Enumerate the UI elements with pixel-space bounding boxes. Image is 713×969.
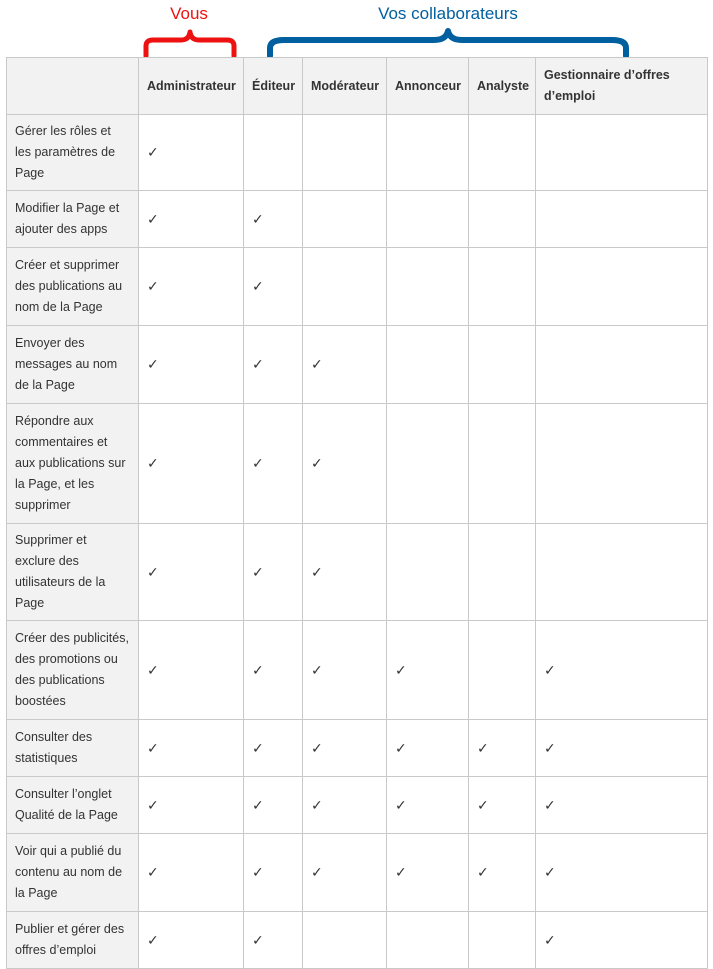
table-row [7,404,708,524]
check-icon: ✓ [139,404,244,524]
row-label: Modifier la Page et ajouter des apps [7,191,139,248]
empty-cell [536,115,708,191]
column-header-analyst: Analyste [469,58,536,115]
empty-cell [303,248,387,326]
empty-cell [469,912,536,969]
table-row [7,777,708,834]
check-icon: ✓ [244,326,303,404]
check-icon: ✓ [303,720,387,777]
check-icon: ✓ [244,248,303,326]
check-icon: ✓ [244,834,303,912]
column-header-editor: Éditeur [244,58,303,115]
check-icon: ✓ [244,191,303,248]
permissions-table [6,57,708,969]
check-icon: ✓ [303,777,387,834]
column-header-administrator: Administrateur [139,58,244,115]
check-icon: ✓ [536,834,708,912]
check-icon: ✓ [139,115,244,191]
empty-cell [469,404,536,524]
row-label: Créer et supprimer des publications au nom de la Page [7,248,139,326]
empty-cell [244,115,303,191]
check-icon: ✓ [139,834,244,912]
table-row [7,912,708,969]
empty-cell [469,115,536,191]
check-icon: ✓ [139,326,244,404]
row-label: Répondre aux commentaires et aux publications sur la Page, et les supprimer [7,404,139,524]
you-brace [143,26,237,58]
empty-cell [469,524,536,621]
check-icon: ✓ [244,404,303,524]
row-label: Consulter des statistiques [7,720,139,777]
check-icon: ✓ [469,720,536,777]
empty-cell [387,912,469,969]
table-row [7,115,708,191]
empty-cell [387,115,469,191]
empty-cell [303,912,387,969]
empty-cell [469,621,536,720]
check-icon: ✓ [536,777,708,834]
table-row [7,834,708,912]
column-header-moderator: Modérateur [303,58,387,115]
table-row [7,621,708,720]
check-icon: ✓ [139,912,244,969]
empty-cell [387,524,469,621]
empty-cell [387,404,469,524]
collaborators-label: Vos collaborateurs [378,4,518,23]
check-icon: ✓ [387,777,469,834]
check-icon: ✓ [536,912,708,969]
check-icon: ✓ [139,720,244,777]
empty-cell [536,326,708,404]
table-row [7,524,708,621]
check-icon: ✓ [244,720,303,777]
check-icon: ✓ [244,777,303,834]
table-row [7,191,708,248]
row-label: Créer des publicités, des promotions ou des publications boostées [7,621,139,720]
empty-cell [469,191,536,248]
empty-cell [536,404,708,524]
check-icon: ✓ [139,524,244,621]
check-icon: ✓ [469,777,536,834]
empty-cell [469,248,536,326]
check-icon: ✓ [303,621,387,720]
check-icon: ✓ [139,191,244,248]
table-row [7,326,708,404]
check-icon: ✓ [244,912,303,969]
row-label: Supprimer et exclure des utilisateurs de la Page [7,524,139,621]
row-label: Publier et gérer des offres d’emploi [7,912,139,969]
column-header-advertiser: Annonceur [387,58,469,115]
empty-cell [387,191,469,248]
header-row [7,58,708,115]
check-icon: ✓ [244,621,303,720]
check-icon: ✓ [387,720,469,777]
row-label: Envoyer des messages au nom de la Page [7,326,139,404]
empty-cell [387,248,469,326]
empty-cell [303,191,387,248]
check-icon: ✓ [303,834,387,912]
check-icon: ✓ [387,621,469,720]
check-icon: ✓ [536,621,708,720]
empty-cell [536,248,708,326]
check-icon: ✓ [536,720,708,777]
check-icon: ✓ [139,248,244,326]
check-icon: ✓ [303,326,387,404]
check-icon: ✓ [387,834,469,912]
collaborators-brace [266,26,630,58]
check-icon: ✓ [244,524,303,621]
check-icon: ✓ [469,834,536,912]
check-icon: ✓ [139,621,244,720]
row-label: Voir qui a publié du contenu au nom de la Page [7,834,139,912]
empty-cell [536,191,708,248]
check-icon: ✓ [303,404,387,524]
empty-cell [469,326,536,404]
corner-cell [7,58,139,115]
check-icon: ✓ [139,777,244,834]
check-icon: ✓ [303,524,387,621]
table-row [7,248,708,326]
empty-cell [536,524,708,621]
table-row [7,720,708,777]
you-label: Vous [170,4,208,23]
row-label: Consulter l’onglet Qualité de la Page [7,777,139,834]
row-label: Gérer les rôles et les paramètres de Page [7,115,139,191]
empty-cell [303,115,387,191]
empty-cell [387,326,469,404]
column-header-jobs-manager: Gestionnaire d’offres d’emploi [536,58,708,115]
